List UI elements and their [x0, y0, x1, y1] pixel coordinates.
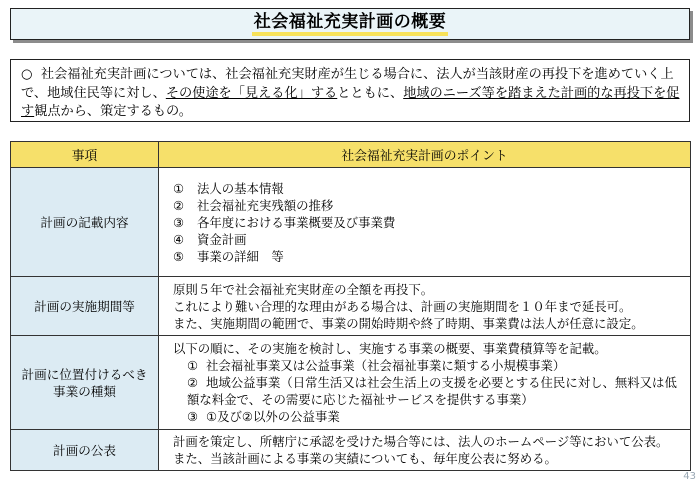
list-item: ③ 各年度における事業概要及び事業費	[173, 214, 396, 230]
list-item: ① 法人の基本情報	[173, 180, 284, 196]
list-item: ① 社会福祉事業又は公益事業（社会福祉事業に類する小規模事業）	[187, 358, 566, 373]
points-table	[10, 141, 691, 471]
title-banner	[10, 8, 690, 40]
list-item: ④ 資金計画	[173, 231, 247, 247]
table-row	[11, 168, 691, 277]
intro-text-c: とともに、	[337, 85, 404, 101]
table-row	[11, 277, 691, 336]
page-title: 社会福祉充実計画の概要	[252, 12, 449, 36]
header-item: 事項	[11, 142, 159, 168]
intro-text-b: その使途を「見える化」する	[165, 85, 338, 101]
row-label: 計画の公表	[11, 430, 159, 471]
row-label: 計画の記載内容	[11, 168, 159, 277]
intro-bullet: ○	[21, 67, 33, 82]
text-line: また、実施期間の範囲で、事業の開始時期や終了時期、事業費は法人が任意に設定。	[173, 315, 644, 331]
intro-text-a: 社会福祉充実計画については、社会福祉充実財産が生じる場合に、法人が当該財産の再投下を進めていく上で、地域住民等に対し、	[21, 67, 674, 101]
text-line: 計画を策定し、所轄庁に承認を受けた場合等には、法人のホームページ等において公表。	[173, 434, 669, 449]
table-header-row	[11, 142, 691, 168]
text-line: これにより難い合理的な理由がある場合は、計画の実施期間を１０年まで延長可。	[173, 298, 632, 314]
text-line: また、当該計画による事業の実績についても、毎年度公表に努める。	[173, 451, 557, 466]
intro-text-e: 観点から、策定するもの。	[34, 104, 192, 119]
text-line: 以下の順に、その実施を検討し、実施する事業の概要、事業費積算等を記載。	[173, 341, 607, 356]
list-item: ② 社会福祉充実残額の推移	[173, 197, 334, 213]
row-content	[159, 336, 691, 430]
row-content	[159, 430, 691, 471]
list-item: ⑤ 事業の詳細 等	[173, 248, 284, 264]
row-label: 計画に位置付けるべき 事業の種類	[11, 336, 159, 430]
table-row	[11, 336, 691, 430]
row-content	[159, 277, 691, 336]
header-points: 社会福祉充実計画のポイント	[159, 142, 691, 168]
list-item: ③ ①及び②以外の公益事業	[187, 409, 340, 424]
content-list	[173, 180, 682, 265]
row-label: 計画の実施期間等	[11, 277, 159, 336]
intro-text-d: 地域のニーズ等を踏まえた計画的な再投下を促す	[21, 85, 680, 119]
list-item: ② 地域公益事業（日常生活又は社会生活上の支援を必要とする住民に対し、無料又は低額な料金で、その需要に応じた福祉サービスを提供する事業）	[187, 375, 677, 407]
text-line: 原則５年で社会福祉充実財産の全額を再投下。	[173, 281, 434, 297]
page-number: 43	[683, 471, 696, 482]
table-row	[11, 430, 691, 471]
intro-box	[10, 59, 690, 122]
row-content	[159, 168, 691, 277]
